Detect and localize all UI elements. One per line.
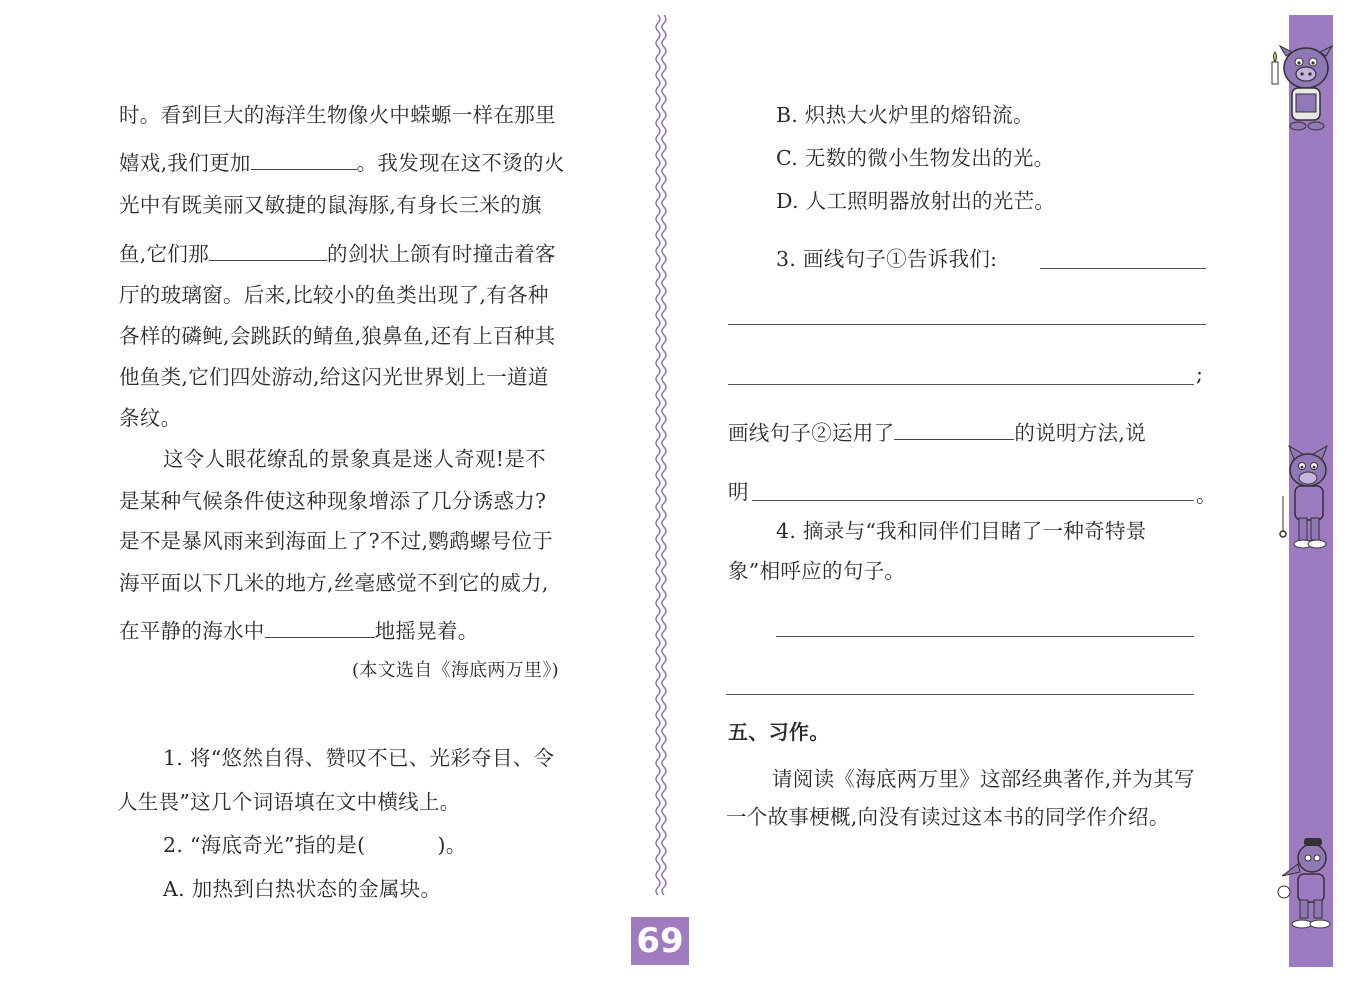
- fill-blank[interactable]: [894, 438, 1014, 440]
- text-line: 他鱼类,它们四处游动,给这闪光世界划上一道道: [119, 365, 549, 389]
- text-line: 是不是暴风雨来到海面上了?不过,鹦鹉螺号位于: [119, 529, 554, 553]
- source-citation: (本文选自《海底两万里》): [352, 660, 559, 681]
- answer-line[interactable]: [728, 324, 1206, 325]
- right-page: [670, 0, 1350, 981]
- text-line: [119, 614, 479, 644]
- spine-divider: [654, 15, 670, 900]
- text-line: 这令人眼花缭乱的景象真是迷人奇观!是不: [163, 447, 546, 471]
- text-segment: 画线句子②运用了: [728, 421, 895, 445]
- writing-prompt: 请阅读《海底两万里》这部经典著作,并为其写: [772, 767, 1195, 791]
- text-line: 光中有既美丽又敏捷的鼠海豚,有身长三米的旗: [119, 193, 542, 217]
- question-1: 1. 将“悠然自得、赞叹不已、光彩夺目、令: [163, 746, 555, 770]
- option-a: A. 加热到白热状态的金属块。: [163, 877, 442, 901]
- answer-line[interactable]: [726, 694, 1194, 695]
- text-segment: 鱼,它们那: [119, 242, 210, 266]
- text-segment: 。我发现在这不烫的火: [356, 151, 565, 175]
- question-1-cont: 人生畏”这几个词语填在文中横线上。: [117, 790, 461, 814]
- text-line: 海平面以下几米的地方,丝毫感觉不到它的威力,: [119, 571, 549, 595]
- text-segment: 的剑状上颌有时撞击着客: [327, 242, 556, 266]
- period: 。: [1196, 483, 1217, 507]
- writing-prompt-cont: 一个故事梗概,向没有读过这本书的同学作介绍。: [726, 805, 1170, 829]
- answer-line[interactable]: [752, 500, 1194, 501]
- question-3-part3: 明: [728, 480, 749, 504]
- question-4: 4. 摘录与“我和同伴们目睹了一种奇特景: [776, 519, 1147, 543]
- text-line: 条纹。: [119, 406, 182, 430]
- pig-mascot-icon: [1266, 42, 1338, 134]
- question-2: [163, 828, 467, 858]
- semicolon: ;: [1196, 362, 1204, 386]
- text-segment: 2. “海底奇光”指的是(: [163, 833, 366, 857]
- fill-blank[interactable]: [251, 168, 357, 170]
- fill-blank[interactable]: [265, 636, 375, 638]
- text-line: 是某种气候条件使这种现象增添了几分诱惑力?: [119, 489, 547, 513]
- wolf-mascot-icon: [1275, 440, 1339, 552]
- text-line: 各样的磷鲀,会跳跃的鲭鱼,狼鼻鱼,还有上百种其: [119, 324, 556, 348]
- fill-blank[interactable]: [209, 259, 327, 261]
- text-segment: 在平静的海水中: [119, 619, 265, 643]
- text-line: 时。看到巨大的海洋生物像火中蝾螈一样在那里: [119, 103, 556, 127]
- creature-mascot-icon: [1268, 836, 1340, 932]
- answer-line[interactable]: [1040, 268, 1206, 269]
- text-line: 厅的玻璃窗。后来,比较小的鱼类出现了,有各种: [119, 283, 549, 307]
- answer-line[interactable]: [776, 636, 1194, 637]
- question-3: 3. 画线句子①告诉我们:: [776, 247, 998, 271]
- answer-line[interactable]: [728, 384, 1194, 385]
- text-segment: 嬉戏,我们更加: [119, 151, 251, 175]
- text-segment: 的说明方法,说: [1014, 421, 1147, 445]
- option-c: C. 无数的微小生物发出的光。: [776, 146, 1055, 170]
- text-segment: )。: [437, 833, 467, 857]
- option-d: D. 人工照明器放射出的光芒。: [776, 189, 1056, 213]
- option-b: B. 炽热大火炉里的熔铅流。: [776, 103, 1034, 127]
- page-number: 69: [631, 917, 689, 965]
- question-3-part2: [728, 416, 1146, 446]
- text-segment: 地摇晃着。: [374, 619, 479, 643]
- question-4-cont: 象”相呼应的句子。: [728, 559, 906, 583]
- section-heading: 五、习作。: [728, 720, 830, 744]
- left-page: [0, 0, 655, 981]
- text-line: [119, 146, 565, 176]
- text-line: [119, 237, 556, 267]
